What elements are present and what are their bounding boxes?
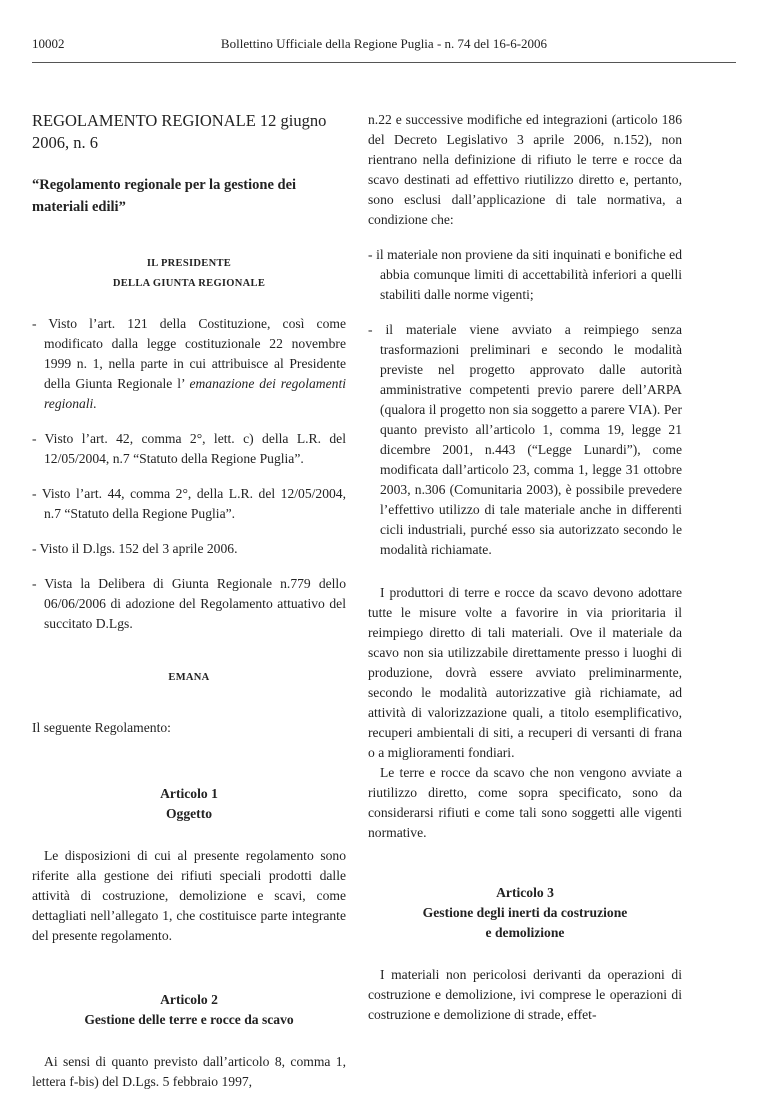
president-line-2: DELLA GIUNTA REGIONALE xyxy=(112,278,266,289)
page-number: 10002 xyxy=(32,36,65,51)
article-1-title: Articolo 1 xyxy=(160,786,218,801)
condition-2: - il materiale viene avviato a reimpiego senza trasformazioni preliminari e secondo le modalità previste nel progetto approvato dalle autorità amministrative competenti previo parere dell’ARPA (qualora il progetto non sia soggetto a parere VIA). Per quanto previsto all’articolo 1, comma 19, legge 21 dicembre 2001, n.443 (“Legge Lunardi”), come modificata dall’articolo 23, comma 1, legge 31 ottobre 2003, n.306 (Comunitaria 2003), è possibile prevedere l’effettivo utilizzo di tale materiale anche in differenti cicli industriali, purché esso sia autorizzato secondo le modalità richiamate. xyxy=(368,322,682,557)
article-2-subtitle: Gestione delle terre e rocce da scavo xyxy=(84,1012,294,1027)
article-2-title: Articolo 2 xyxy=(160,992,218,1007)
article-3-text: I materiali non pericolosi derivanti da operazioni di costruzione e demolizione, ivi comprese le operazioni di costruzione e demolizione di strade, effet- xyxy=(368,967,682,1022)
article-3-heading xyxy=(368,883,682,943)
president-line-1: IL PRESIDENTE xyxy=(146,258,232,269)
article-2-continued: n.22 e successive modifiche ed integrazioni (articolo 186 del Decreto Legislativo 3 aprile 2006, n.152), non rientrano nella definizione di rifiuto le terre e rocce da scavo destinati ad effettivo riutilizzo diretto e, pertanto, sono esclusi dall’applicazione di tale normativa, a condizione che: xyxy=(368,112,682,227)
visto-1-italic: emanazione dei regolamenti regionali. xyxy=(44,376,346,411)
president-heading xyxy=(32,254,346,294)
condition-1: - il materiale non proviene da siti inquinati e bonifiche ed abbia comunque limiti di accettabilità inferiori a quelli stabiliti dalle norme vigenti; xyxy=(368,247,682,302)
regulation-title: REGOLAMENTO REGIONALE 12 giugno 2006, n. 6 xyxy=(32,111,327,152)
header-rule xyxy=(32,62,736,63)
article-3-subtitle-2: e demolizione xyxy=(485,925,565,940)
visto-5: - Vista la Delibera di Giunta Regionale n.779 dello 06/06/2006 di adozione del Regolamento attuativo del succitato D.Lgs. xyxy=(32,576,346,631)
article-1-heading xyxy=(32,784,346,824)
visto-3: - Visto l’art. 44, comma 2°, della L.R. del 12/05/2004, n.7 “Statuto della Regione Puglia”. xyxy=(32,486,346,521)
terre-paragraph: Le terre e rocce da scavo che non vengono avviate a riutilizzo diretto, come sopra specificato, sono da considerarsi rifiuti e come tali sono soggetti alle vigenti normative. xyxy=(368,765,682,840)
visto-1-text: - Visto l’art. 121 della Costituzione, così come modificato dalla legge costituzionale 22 novembre 1999 n. 1, nella parte in cui attribuisce al Presidente della Giunta Regionale l’ xyxy=(32,316,346,391)
producers-paragraph: I produttori di terre e rocce da scavo devono adottare tutte le misure volte a favorire in via prioritaria il reimpiego diretto di tali materiali. Ove il materiale da scavo non sia utilizzabile direttamente presso i luoghi di produzione, dovrà essere avviato preliminarmente, secondo le modalità autorizzative già richiamate, ad attività di valorizzazione quali, a titolo esemplificativo, recuperi ambientali di siti, a recuperi di versanti di frana o a miglioramenti fondiari. xyxy=(368,585,682,760)
visto-2: - Visto l’art. 42, comma 2°, lett. c) della L.R. del 12/05/2004, n.7 “Statuto della Regione Puglia”. xyxy=(32,431,346,466)
left-column xyxy=(32,110,346,1107)
regulation-subtitle: “Regolamento regionale per la gestione dei materiali edili” xyxy=(32,177,297,215)
visto-4: - Visto il D.lgs. 152 del 3 aprile 2006. xyxy=(32,541,238,556)
emana-heading: EMANA xyxy=(168,672,210,683)
article-1-text: Le disposizioni di cui al presente regolamento sono riferite alla gestione dei rifiuti speciali prodotti dalle attività di costruzione, demolizione e scavi, come dettagliati nell’allegato 1, che costituisce parte integrante del presente regolamento. xyxy=(32,848,346,943)
seguente-line: Il seguente Regolamento: xyxy=(32,720,171,735)
visto-1 xyxy=(32,314,346,414)
article-3-title: Articolo 3 xyxy=(496,885,554,900)
article-2-text: Ai sensi di quanto previsto dall’articolo 8, comma 1, lettera f-bis) del D.Lgs. 5 febbraio 1997, xyxy=(32,1054,346,1089)
right-column xyxy=(368,110,682,1040)
article-3-subtitle-1: Gestione degli inerti da costruzione xyxy=(422,905,628,920)
running-header: Bollettino Ufficiale della Regione Puglia - n. 74 del 16-6-2006 xyxy=(220,36,548,51)
article-1-subtitle: Oggetto xyxy=(165,806,213,821)
article-2-heading xyxy=(32,990,346,1030)
